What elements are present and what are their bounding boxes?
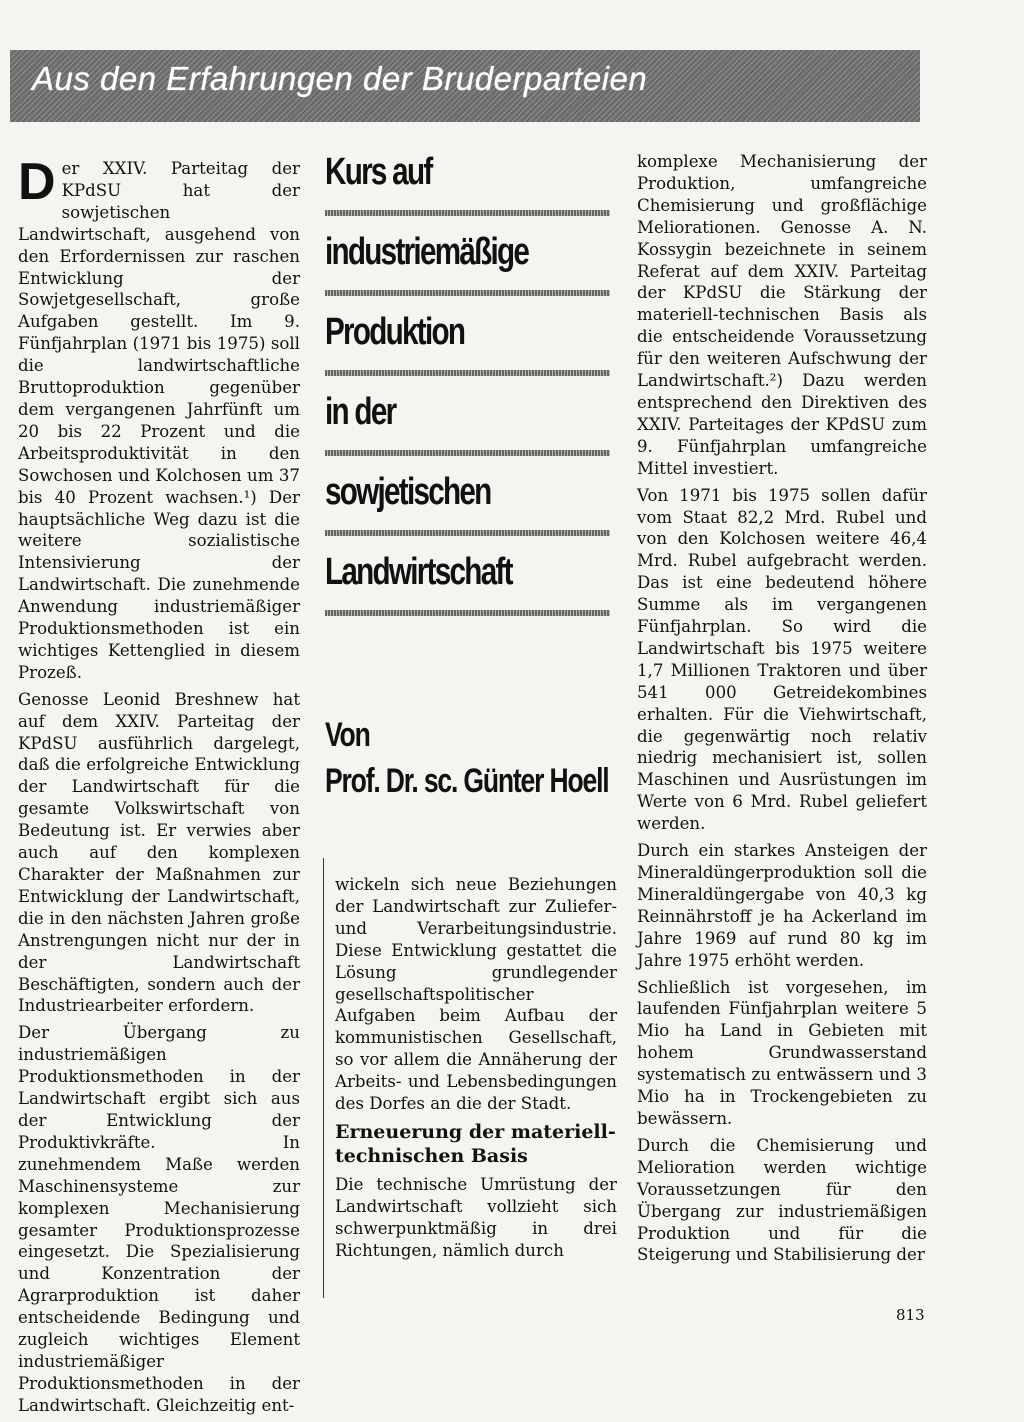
page-number: 813: [896, 1306, 925, 1324]
paragraph: Durch die Chemisierung und Melioration werden wichtige Voraussetzungen für den Übergang zur industriemäßigen Produktion und für die Steigerung und Stabilisierung der: [637, 1135, 927, 1265]
paragraph: [18, 153, 300, 684]
title-line: Landwirtschaft: [325, 551, 512, 593]
title-line: in der: [325, 391, 396, 433]
column-2: [335, 874, 617, 1267]
paragraph: wickeln sich neue Beziehungen der Landwirtschaft zur Zuliefer- und Verarbeitungsindustrie. Diese Entwicklung gestattet die Lösung grundlegender gesellschaftspolitischer Aufgaben beim Aufbau der kommunistischen Gesellschaft, so vor allem die Annäherung der Arbeits- und Lebensbedingungen des Dorfes an die der Stadt.: [335, 875, 617, 1114]
paragraph: Genosse Leonid Breshnew hat auf dem XXIV. Parteitag der KPdSU ausführlich dargelegt, daß die erfolgreiche Entwicklung der Landwirtschaft für die gesamte Volkswirtschaft von Bedeutung ist. Er verwies aber auch auf den komplexen Charakter der Maßnahmen zur Entwicklung der Landwirtschaft, die in den nächsten Jahren große Anstrengungen nicht nur der in der Landwirtschaft Beschäftigten, sondern auch der Industriearbeiter erfordern.: [18, 689, 300, 1016]
paragraph: Von 1971 bis 1975 sollen dafür vom Staat 82,2 Mrd. Rubel und von den Kolchosen weitere 46,4 Mrd. Rubel aufgebracht werden. Das ist eine bedeutend höhere Summe als im vergangenen Fünfjahrplan. So wird die Landwirtschaft bis 1975 weitere 1,7 Millionen Traktoren und über 541 000 Getreidekombines erhalten. Für die Viehwirtschaft, die gegenwärtig noch relativ niedrig mechanisiert ist, sollen Maschinen und Ausrüstungen im Werte von 6 Mrd. Rubel geliefert werden.: [637, 485, 927, 834]
section-title: Aus den Erfahrungen der Bruderparteien: [32, 60, 648, 97]
paragraph: komplexe Mechanisierung der Produktion, umfangreiche Chemisierung und großflächige Meliorationen. Genosse A. N. Kossygin bezeichnete in seinem Referat auf dem XXIV. Parteitag der KPdSU die Stärkung der materiell-technischen Basis als die entscheidende Voraussetzung für den weiteren Aufschwung der Landwirtschaft.²) Dazu werden entsprechend den Direktiven des XXIV. Parteitages der KPdSU zum 9. Fünfjahrplan umfangreiche Mittel investiert.: [637, 152, 927, 478]
title-line: Produktion: [325, 311, 465, 353]
author-name: Prof. Dr. sc. Günter Hoell: [325, 762, 609, 800]
drop-cap: D: [18, 153, 56, 211]
title-line: sowjetischen: [325, 471, 491, 513]
section-banner: [10, 50, 920, 122]
subheading: Erneuerung der materiell-technischen Basis: [335, 1120, 616, 1167]
column-divider: [323, 858, 324, 1298]
byline-prefix: Von: [325, 716, 370, 754]
paragraph: Die technische Umrüstung der Landwirtschaft vollzieht sich schwerpunktmäßig in drei Richtungen, nämlich durch: [335, 1174, 617, 1260]
paragraph: Durch ein starkes Ansteigen der Mineraldüngerproduktion soll die Mineraldüngergabe von 40,3 kg Reinnährstoff je ha Ackerland im Jahre 1969 auf rund 80 kg im Jahre 1975 erhöht werden.: [637, 841, 927, 970]
divider: [325, 370, 610, 376]
article-title: [325, 152, 615, 632]
title-line: Kurs auf: [325, 151, 432, 193]
column-3: [637, 151, 927, 1271]
divider: [325, 450, 610, 456]
divider: [325, 610, 610, 616]
paragraph: Schließlich ist vorgesehen, im laufenden Fünfjahrplan weitere 5 Mio ha Land in Gebieten mit hohem Grundwasserstand systematisch zu entwässern und 3 Mio ha in Trockengebieten zu bewässern.: [637, 977, 927, 1128]
divider: [325, 210, 610, 216]
divider: [325, 290, 610, 296]
column-1: [18, 153, 300, 1422]
paragraph-text: er XXIV. Parteitag der KPdSU hat der sowjetischen Landwirtschaft, ausgehend von den Erfordernissen zur raschen Entwicklung der Sowjetgesellschaft, große Aufgaben gestellt. Im 9. Fünfjahrplan (1971 bis 1975) soll die landwirtschaftliche Bruttoproduktion gegenüber dem vergangenen Jahrfünft um 20 bis 22 Prozent und die Arbeitsproduktivität in den Sowchosen und Kolchosen um 37 bis 40 Prozent wachsen.¹) Der hauptsächliche Weg dazu ist die weitere sozialistische Intensivierung der Landwirtschaft. Die zunehmende Anwendung industriemäßiger Produktionsmethoden ist ein wichtiges Kettenglied in diesem Prozeß.: [18, 159, 300, 682]
paragraph: Der Übergang zu industriemäßigen Produktionsmethoden in der Landwirtschaft ergibt sich aus der Entwicklung der Produktivkräfte. In zunehmendem Maße werden Maschinensysteme zur komplexen Mechanisierung gesamter Produktionsprozesse eingesetzt. Die Spezialisierung und Konzentration der Agrarproduktion ist daher entscheidende Bedingung und zugleich wichtiges Element industriemäßiger Produktionsmethoden in der Landwirtschaft. Gleichzeitig ent-: [18, 1023, 300, 1415]
divider: [325, 530, 610, 536]
title-line: industriemäßige: [325, 231, 529, 273]
